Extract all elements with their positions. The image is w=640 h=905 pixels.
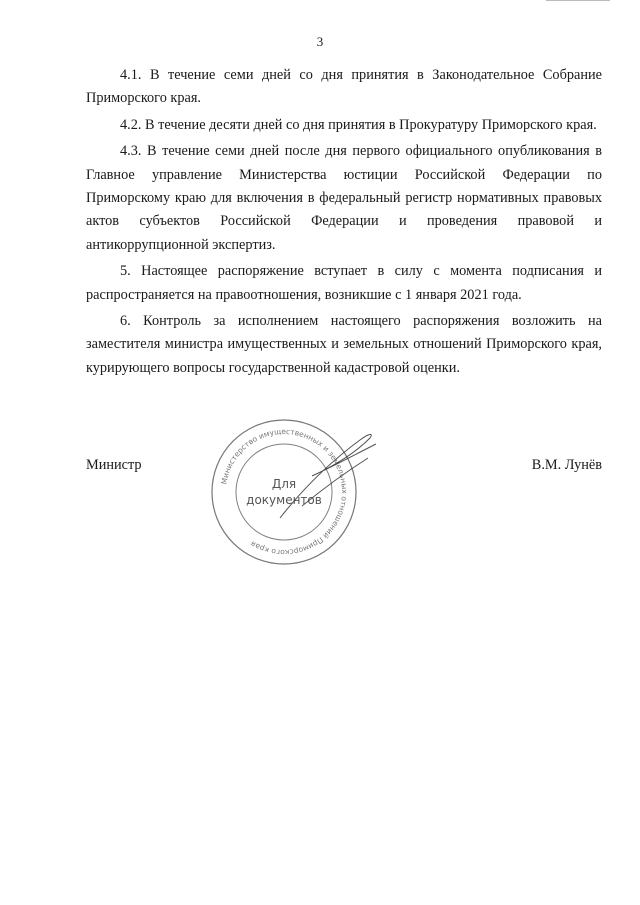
signature-block (86, 454, 602, 554)
paragraph-6: 6. Контроль за исполнением настоящего распоряжения возложить на заместителя министра имущественных и земельных отношений Приморского края, курирующего вопросы государственной кадастровой оценки. (86, 313, 602, 376)
paragraph-4-2: 4.2. В течение десяти дней со дня принятия в Прокуратуру Приморского края. (120, 116, 597, 133)
stamp-line-1: Для (271, 477, 297, 491)
stamp-ring-text: Министерство имущественных и земельных отношений Приморского края (219, 426, 350, 558)
document-body (86, 64, 602, 380)
page-number: 3 (316, 34, 324, 49)
scan-corner-mark (546, 0, 610, 1)
signer-title: Министр (86, 457, 142, 473)
paragraph-4-1: 4.1. В течение семи дней со дня принятия в Законодательное Собрание Приморского края. (86, 67, 602, 107)
paragraph-4-3: 4.3. В течение семи дней после дня первого официального опубликования в Главное управление Министерства юстиции Российской Федерации по Приморскому краю для включения в федеральный регистр нормативных правовых актов субъектов Российской Федерации и проведения правовой и антикоррупционной экспертиз. (86, 143, 602, 253)
signer-name: В.М. Лунёв (531, 457, 602, 473)
stamp-line-2: документов (246, 493, 322, 507)
paragraph-5: 5. Настоящее распоряжение вступает в силу с момента подписания и распространяется на правоотношения, возникшие с 1 января 2021 года. (86, 263, 602, 303)
